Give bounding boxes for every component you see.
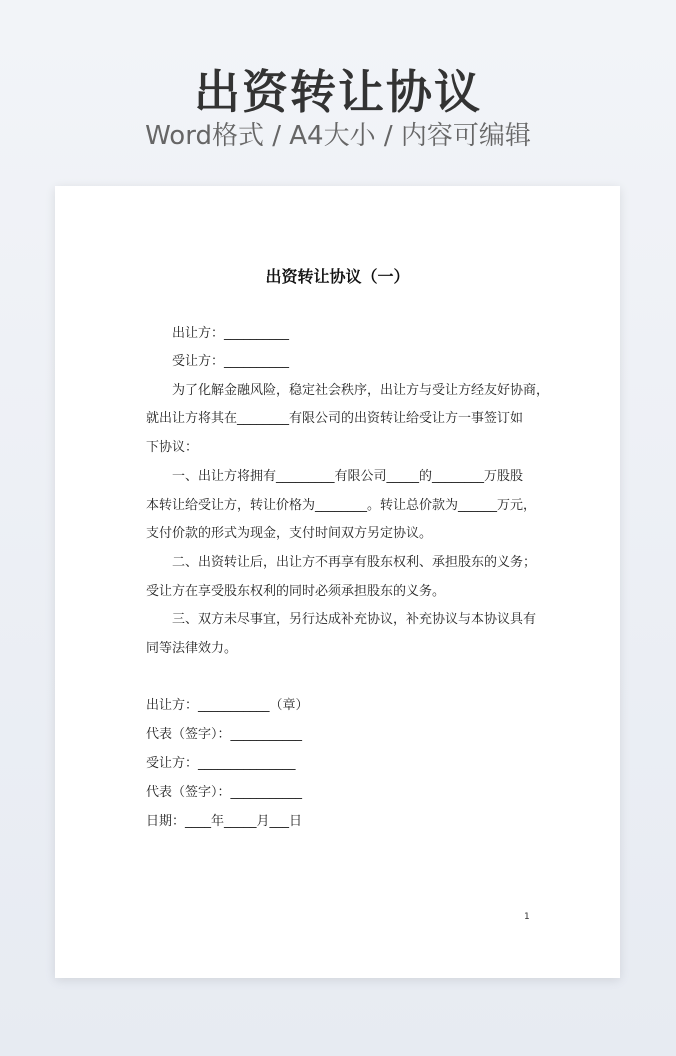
paragraph-line: 二、出资转让后，出让方不再享有股东权利、承担股东的义务； <box>172 555 537 570</box>
paragraph-line: 本转让给受让方，转让价格为________。转让总价款为______万元， <box>146 498 537 513</box>
signature-line: 代表（签字）：___________ <box>146 785 303 800</box>
paragraph-line: 为了化解金融风险，稳定社会秩序，出让方与受让方经友好协商， <box>172 383 550 398</box>
paragraph-line: 下协议： <box>146 440 199 455</box>
document-page <box>55 186 620 978</box>
banner-subtitle: Word格式 / A4大小 / 内容可编辑 <box>145 121 531 151</box>
signature-line: 受让方：_______________ <box>146 756 296 771</box>
paragraph-line: 三、双方未尽事宜，另行达成补充协议，补充协议与本协议具有 <box>172 612 537 627</box>
date-line: 日期：____年_____月___日 <box>146 814 303 829</box>
transferor-line: 出让方：__________ <box>172 326 290 341</box>
signature-line: 出让方：___________（章） <box>146 698 309 713</box>
paragraph-line: 一、出让方将拥有_________有限公司_____的________万股股 <box>172 469 524 484</box>
paragraph-line: 支付价款的形式为现金，支付时间双方另定协议。 <box>146 526 433 541</box>
signature-line: 代表（签字）：___________ <box>146 727 303 742</box>
transferee-line: 受让方：__________ <box>172 354 290 369</box>
paragraph-line: 就出让方将其在________有限公司的出资转让给受让方一事签订如 <box>146 411 524 426</box>
banner-title: 出资转让协议 <box>194 65 482 119</box>
document-title: 出资转让协议（一） <box>265 267 410 286</box>
paragraph-line: 受让方在享受股东权利的同时必须承担股东的义务。 <box>146 584 446 599</box>
page-number: 1 <box>524 912 530 922</box>
paragraph-line: 同等法律效力。 <box>146 641 238 656</box>
